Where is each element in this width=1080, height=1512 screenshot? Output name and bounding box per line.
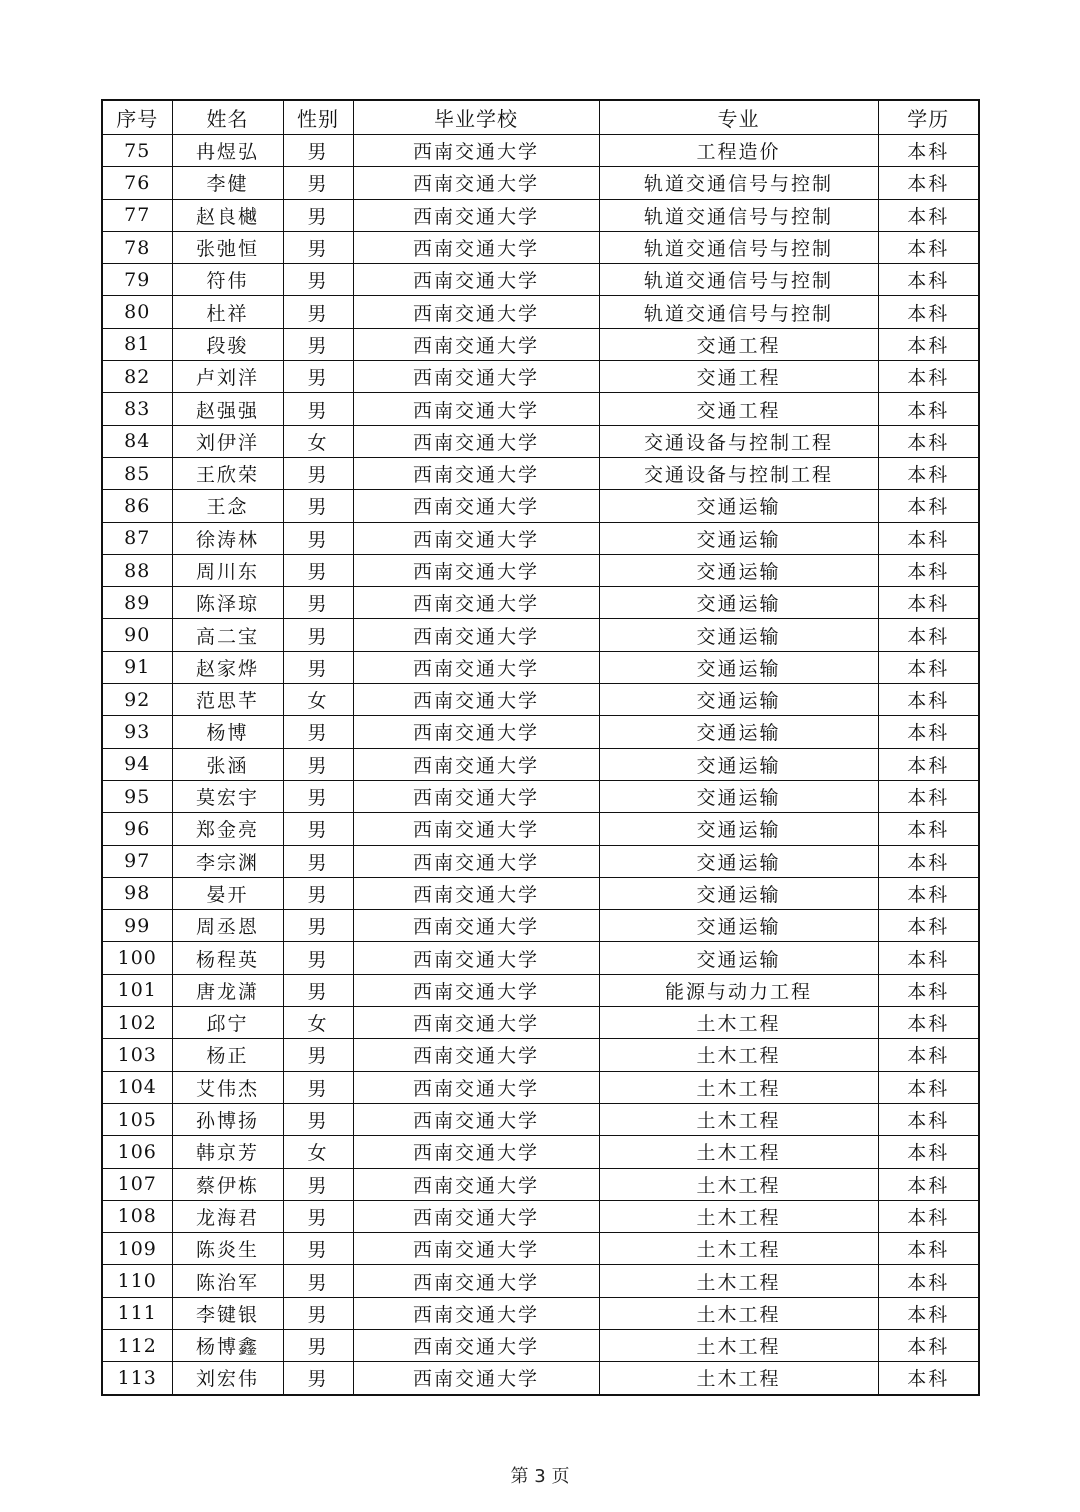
cell-school: 西南交通大学 (353, 231, 599, 263)
table-row (102, 684, 979, 716)
cell-index: 112 (102, 1329, 172, 1361)
cell-major: 交通工程 (599, 393, 878, 425)
table-row (102, 296, 979, 328)
cell-major: 轨道交通信号与控制 (599, 296, 878, 328)
cell-name: 龙海君 (172, 1200, 283, 1232)
table-row (102, 748, 979, 780)
cell-gender: 男 (283, 748, 353, 780)
cell-school: 西南交通大学 (353, 974, 599, 1006)
cell-degree: 本科 (878, 619, 979, 651)
table-row (102, 1039, 979, 1071)
cell-degree: 本科 (878, 1039, 979, 1071)
cell-degree: 本科 (878, 199, 979, 231)
cell-major: 轨道交通信号与控制 (599, 199, 878, 231)
cell-degree: 本科 (878, 684, 979, 716)
header-name: 姓名 (172, 100, 283, 135)
cell-major: 土木工程 (599, 1233, 878, 1265)
table-row (102, 651, 979, 683)
cell-school: 西南交通大学 (353, 490, 599, 522)
cell-gender: 男 (283, 619, 353, 651)
cell-gender: 男 (283, 1039, 353, 1071)
cell-major: 交通运输 (599, 684, 878, 716)
cell-gender: 男 (283, 651, 353, 683)
cell-major: 交通运输 (599, 780, 878, 812)
cell-index: 100 (102, 942, 172, 974)
cell-name: 冉煜弘 (172, 135, 283, 167)
cell-major: 工程造价 (599, 135, 878, 167)
cell-degree: 本科 (878, 1103, 979, 1135)
cell-school: 西南交通大学 (353, 457, 599, 489)
cell-school: 西南交通大学 (353, 199, 599, 231)
table-row (102, 264, 979, 296)
table-row (102, 328, 979, 360)
cell-index: 77 (102, 199, 172, 231)
cell-name: 段骏 (172, 328, 283, 360)
cell-name: 符伟 (172, 264, 283, 296)
cell-index: 102 (102, 1007, 172, 1039)
cell-name: 赵良樾 (172, 199, 283, 231)
cell-name: 杨博 (172, 716, 283, 748)
cell-school: 西南交通大学 (353, 651, 599, 683)
cell-degree: 本科 (878, 167, 979, 199)
cell-degree: 本科 (878, 1329, 979, 1361)
cell-school: 西南交通大学 (353, 845, 599, 877)
header-degree: 学历 (878, 100, 979, 135)
table-row (102, 877, 979, 909)
cell-major: 交通设备与控制工程 (599, 425, 878, 457)
cell-school: 西南交通大学 (353, 877, 599, 909)
cell-gender: 男 (283, 490, 353, 522)
cell-school: 西南交通大学 (353, 296, 599, 328)
cell-gender: 男 (283, 1200, 353, 1232)
cell-name: 杨正 (172, 1039, 283, 1071)
table-row (102, 554, 979, 586)
cell-gender: 男 (283, 845, 353, 877)
cell-school: 西南交通大学 (353, 1071, 599, 1103)
cell-degree: 本科 (878, 554, 979, 586)
cell-major: 交通运输 (599, 554, 878, 586)
table-row (102, 361, 979, 393)
cell-index: 76 (102, 167, 172, 199)
table-row (102, 522, 979, 554)
header-gender: 性别 (283, 100, 353, 135)
cell-degree: 本科 (878, 328, 979, 360)
table-row (102, 1071, 979, 1103)
cell-degree: 本科 (878, 780, 979, 812)
cell-major: 交通运输 (599, 942, 878, 974)
cell-school: 西南交通大学 (353, 1039, 599, 1071)
cell-major: 轨道交通信号与控制 (599, 167, 878, 199)
cell-school: 西南交通大学 (353, 1136, 599, 1168)
cell-name: 莫宏宇 (172, 780, 283, 812)
cell-index: 85 (102, 457, 172, 489)
cell-degree: 本科 (878, 1297, 979, 1329)
cell-index: 87 (102, 522, 172, 554)
cell-degree: 本科 (878, 748, 979, 780)
cell-index: 98 (102, 877, 172, 909)
cell-name: 艾伟杰 (172, 1071, 283, 1103)
cell-index: 88 (102, 554, 172, 586)
cell-school: 西南交通大学 (353, 684, 599, 716)
table-row (102, 1233, 979, 1265)
table-row (102, 813, 979, 845)
cell-major: 土木工程 (599, 1136, 878, 1168)
table-row (102, 457, 979, 489)
cell-gender: 男 (283, 813, 353, 845)
cell-school: 西南交通大学 (353, 167, 599, 199)
cell-degree: 本科 (878, 813, 979, 845)
cell-degree: 本科 (878, 1265, 979, 1297)
cell-gender: 男 (283, 393, 353, 425)
cell-index: 75 (102, 135, 172, 167)
cell-degree: 本科 (878, 651, 979, 683)
cell-degree: 本科 (878, 1071, 979, 1103)
cell-name: 晏开 (172, 877, 283, 909)
cell-name: 陈治军 (172, 1265, 283, 1297)
table-row (102, 587, 979, 619)
table-row (102, 716, 979, 748)
cell-name: 韩京芳 (172, 1136, 283, 1168)
cell-degree: 本科 (878, 522, 979, 554)
cell-gender: 女 (283, 425, 353, 457)
cell-gender: 男 (283, 199, 353, 231)
cell-name: 邱宁 (172, 1007, 283, 1039)
header-school: 毕业学校 (353, 100, 599, 135)
cell-major: 交通工程 (599, 328, 878, 360)
cell-major: 交通运输 (599, 910, 878, 942)
cell-degree: 本科 (878, 1007, 979, 1039)
cell-major: 土木工程 (599, 1007, 878, 1039)
cell-index: 108 (102, 1200, 172, 1232)
cell-gender: 男 (283, 522, 353, 554)
cell-gender: 男 (283, 716, 353, 748)
cell-name: 徐涛林 (172, 522, 283, 554)
table-row (102, 1103, 979, 1135)
cell-gender: 男 (283, 167, 353, 199)
cell-school: 西南交通大学 (353, 1265, 599, 1297)
cell-name: 周川东 (172, 554, 283, 586)
table-row (102, 1297, 979, 1329)
cell-major: 交通运输 (599, 845, 878, 877)
cell-gender: 男 (283, 1362, 353, 1395)
cell-major: 轨道交通信号与控制 (599, 231, 878, 263)
cell-gender: 男 (283, 231, 353, 263)
cell-name: 张弛恒 (172, 231, 283, 263)
cell-school: 西南交通大学 (353, 716, 599, 748)
cell-major: 交通运输 (599, 522, 878, 554)
cell-school: 西南交通大学 (353, 1103, 599, 1135)
cell-degree: 本科 (878, 942, 979, 974)
cell-index: 83 (102, 393, 172, 425)
cell-gender: 男 (283, 587, 353, 619)
cell-index: 107 (102, 1168, 172, 1200)
table-row (102, 135, 979, 167)
cell-index: 91 (102, 651, 172, 683)
cell-major: 交通运输 (599, 490, 878, 522)
cell-school: 西南交通大学 (353, 1329, 599, 1361)
cell-school: 西南交通大学 (353, 910, 599, 942)
cell-major: 土木工程 (599, 1103, 878, 1135)
cell-school: 西南交通大学 (353, 1168, 599, 1200)
cell-index: 101 (102, 974, 172, 1006)
header-major: 专业 (599, 100, 878, 135)
cell-major: 轨道交通信号与控制 (599, 264, 878, 296)
cell-school: 西南交通大学 (353, 361, 599, 393)
cell-index: 96 (102, 813, 172, 845)
cell-gender: 男 (283, 264, 353, 296)
cell-index: 111 (102, 1297, 172, 1329)
cell-degree: 本科 (878, 425, 979, 457)
cell-major: 交通运输 (599, 877, 878, 909)
cell-name: 郑金亮 (172, 813, 283, 845)
cell-gender: 男 (283, 328, 353, 360)
table-row (102, 425, 979, 457)
cell-major: 交通运输 (599, 748, 878, 780)
cell-school: 西南交通大学 (353, 135, 599, 167)
cell-degree: 本科 (878, 1200, 979, 1232)
cell-school: 西南交通大学 (353, 1297, 599, 1329)
cell-name: 赵强强 (172, 393, 283, 425)
table-row (102, 1200, 979, 1232)
roster-table (101, 99, 980, 1396)
cell-index: 84 (102, 425, 172, 457)
cell-name: 王念 (172, 490, 283, 522)
table-row (102, 1136, 979, 1168)
cell-gender: 男 (283, 974, 353, 1006)
cell-name: 赵家烨 (172, 651, 283, 683)
cell-school: 西南交通大学 (353, 748, 599, 780)
cell-gender: 女 (283, 1007, 353, 1039)
cell-name: 杨博鑫 (172, 1329, 283, 1361)
cell-degree: 本科 (878, 264, 979, 296)
cell-name: 陈炎生 (172, 1233, 283, 1265)
cell-gender: 男 (283, 1329, 353, 1361)
table-row (102, 845, 979, 877)
table-body (102, 135, 979, 1395)
cell-school: 西南交通大学 (353, 587, 599, 619)
cell-index: 79 (102, 264, 172, 296)
cell-gender: 男 (283, 1103, 353, 1135)
cell-name: 刘伊洋 (172, 425, 283, 457)
table-row (102, 199, 979, 231)
cell-school: 西南交通大学 (353, 393, 599, 425)
cell-name: 杨程英 (172, 942, 283, 974)
cell-school: 西南交通大学 (353, 780, 599, 812)
cell-degree: 本科 (878, 231, 979, 263)
table-row (102, 1168, 979, 1200)
table-row (102, 1362, 979, 1395)
cell-name: 王欣荣 (172, 457, 283, 489)
cell-degree: 本科 (878, 716, 979, 748)
cell-gender: 女 (283, 684, 353, 716)
cell-index: 104 (102, 1071, 172, 1103)
cell-name: 李键银 (172, 1297, 283, 1329)
header-row (102, 100, 979, 135)
cell-name: 周丞恩 (172, 910, 283, 942)
cell-index: 89 (102, 587, 172, 619)
cell-major: 交通设备与控制工程 (599, 457, 878, 489)
table-row (102, 1265, 979, 1297)
cell-major: 交通运输 (599, 587, 878, 619)
cell-index: 80 (102, 296, 172, 328)
cell-degree: 本科 (878, 457, 979, 489)
cell-school: 西南交通大学 (353, 264, 599, 296)
cell-major: 土木工程 (599, 1362, 878, 1395)
cell-degree: 本科 (878, 845, 979, 877)
cell-major: 交通运输 (599, 716, 878, 748)
header-index: 序号 (102, 100, 172, 135)
cell-degree: 本科 (878, 1168, 979, 1200)
cell-gender: 男 (283, 361, 353, 393)
table-row (102, 393, 979, 425)
cell-index: 78 (102, 231, 172, 263)
cell-index: 95 (102, 780, 172, 812)
cell-school: 西南交通大学 (353, 522, 599, 554)
cell-index: 94 (102, 748, 172, 780)
cell-index: 110 (102, 1265, 172, 1297)
cell-gender: 男 (283, 296, 353, 328)
cell-index: 99 (102, 910, 172, 942)
table-row (102, 974, 979, 1006)
cell-school: 西南交通大学 (353, 619, 599, 651)
cell-index: 82 (102, 361, 172, 393)
cell-name: 李健 (172, 167, 283, 199)
cell-degree: 本科 (878, 296, 979, 328)
cell-school: 西南交通大学 (353, 1200, 599, 1232)
cell-degree: 本科 (878, 393, 979, 425)
cell-index: 90 (102, 619, 172, 651)
cell-gender: 男 (283, 1265, 353, 1297)
cell-degree: 本科 (878, 1233, 979, 1265)
cell-gender: 男 (283, 1071, 353, 1103)
table-row (102, 1329, 979, 1361)
cell-name: 蔡伊栋 (172, 1168, 283, 1200)
cell-name: 范思芊 (172, 684, 283, 716)
cell-index: 86 (102, 490, 172, 522)
cell-name: 卢刘洋 (172, 361, 283, 393)
cell-major: 交通运输 (599, 619, 878, 651)
cell-degree: 本科 (878, 910, 979, 942)
cell-degree: 本科 (878, 974, 979, 1006)
cell-index: 81 (102, 328, 172, 360)
cell-index: 105 (102, 1103, 172, 1135)
cell-school: 西南交通大学 (353, 328, 599, 360)
cell-degree: 本科 (878, 877, 979, 909)
cell-name: 杜祥 (172, 296, 283, 328)
cell-name: 高二宝 (172, 619, 283, 651)
cell-major: 交通工程 (599, 361, 878, 393)
table-row (102, 1007, 979, 1039)
cell-name: 李宗渊 (172, 845, 283, 877)
table-row (102, 780, 979, 812)
table-row (102, 490, 979, 522)
cell-major: 土木工程 (599, 1071, 878, 1103)
table-row (102, 910, 979, 942)
cell-index: 103 (102, 1039, 172, 1071)
cell-degree: 本科 (878, 135, 979, 167)
table-header (102, 100, 979, 135)
cell-name: 唐龙潇 (172, 974, 283, 1006)
cell-gender: 男 (283, 910, 353, 942)
cell-major: 交通运输 (599, 813, 878, 845)
table-row (102, 231, 979, 263)
cell-gender: 男 (283, 135, 353, 167)
cell-school: 西南交通大学 (353, 1233, 599, 1265)
cell-school: 西南交通大学 (353, 942, 599, 974)
cell-gender: 男 (283, 1297, 353, 1329)
cell-name: 张涵 (172, 748, 283, 780)
cell-name: 陈泽琼 (172, 587, 283, 619)
cell-gender: 男 (283, 877, 353, 909)
cell-gender: 男 (283, 942, 353, 974)
cell-major: 土木工程 (599, 1039, 878, 1071)
cell-major: 土木工程 (599, 1168, 878, 1200)
cell-index: 106 (102, 1136, 172, 1168)
table-row (102, 619, 979, 651)
cell-gender: 男 (283, 780, 353, 812)
cell-index: 97 (102, 845, 172, 877)
table-row (102, 167, 979, 199)
page-number: 第 3 页 (510, 1466, 570, 1487)
cell-school: 西南交通大学 (353, 425, 599, 457)
cell-degree: 本科 (878, 1136, 979, 1168)
cell-degree: 本科 (878, 1362, 979, 1395)
cell-school: 西南交通大学 (353, 554, 599, 586)
cell-gender: 男 (283, 1168, 353, 1200)
cell-index: 93 (102, 716, 172, 748)
cell-major: 土木工程 (599, 1297, 878, 1329)
cell-degree: 本科 (878, 490, 979, 522)
cell-gender: 男 (283, 1233, 353, 1265)
cell-school: 西南交通大学 (353, 1007, 599, 1039)
table-row (102, 942, 979, 974)
cell-index: 92 (102, 684, 172, 716)
cell-major: 土木工程 (599, 1200, 878, 1232)
cell-major: 能源与动力工程 (599, 974, 878, 1006)
cell-degree: 本科 (878, 587, 979, 619)
cell-gender: 男 (283, 457, 353, 489)
cell-index: 109 (102, 1233, 172, 1265)
cell-gender: 女 (283, 1136, 353, 1168)
cell-name: 孙博扬 (172, 1103, 283, 1135)
cell-major: 交通运输 (599, 651, 878, 683)
cell-major: 土木工程 (599, 1329, 878, 1361)
cell-degree: 本科 (878, 361, 979, 393)
cell-name: 刘宏伟 (172, 1362, 283, 1395)
cell-major: 土木工程 (599, 1265, 878, 1297)
cell-school: 西南交通大学 (353, 813, 599, 845)
cell-index: 113 (102, 1362, 172, 1395)
cell-school: 西南交通大学 (353, 1362, 599, 1395)
cell-gender: 男 (283, 554, 353, 586)
